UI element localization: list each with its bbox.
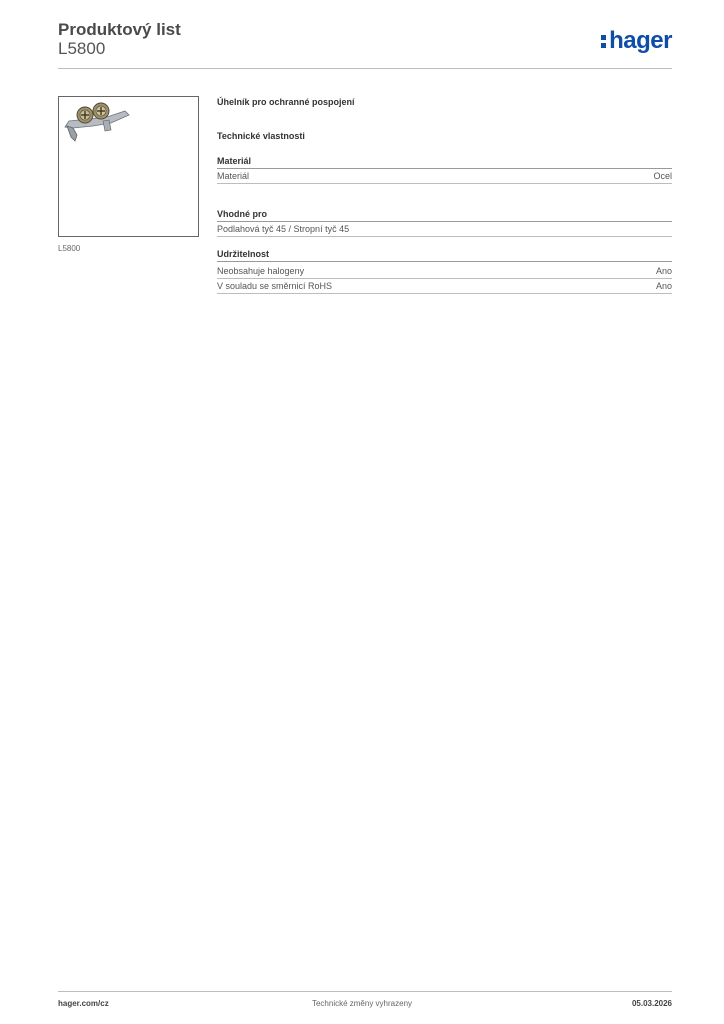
hager-logo[interactable] <box>601 29 672 53</box>
logo-mark-icon <box>601 35 606 48</box>
header-divider <box>58 68 672 69</box>
product-code: L5800 <box>58 39 106 58</box>
product-image-frame <box>58 96 199 237</box>
section-title-sustainability: Udržitelnost <box>217 249 672 262</box>
table-row <box>217 222 672 237</box>
table-row <box>217 264 672 279</box>
product-photo-icon <box>59 97 198 236</box>
row-label: Neobsahuje halogeny <box>217 266 305 276</box>
table-row <box>217 279 672 294</box>
section-title-material: Materiál <box>217 156 672 169</box>
footer-website-link[interactable]: hager.com/cz <box>58 999 109 1008</box>
footer-date: 05.03.2026 <box>631 999 672 1008</box>
technical-properties-heading: Technické vlastnosti <box>217 131 305 141</box>
row-label: V souladu se směrnicí RoHS <box>217 281 333 291</box>
footer-divider <box>58 991 672 992</box>
footer-disclaimer: Technické změny vyhrazeny <box>311 999 413 1008</box>
logo-text: hager <box>609 27 672 54</box>
row-label: Materiál <box>217 171 250 181</box>
section-title-suitable-for: Vhodné pro <box>217 209 672 222</box>
product-caption: L5800 <box>58 244 81 253</box>
table-row <box>217 169 672 184</box>
row-label: Podlahová tyč 45 / Stropní tyč 45 <box>217 224 350 234</box>
page-title: Produktový list <box>58 20 181 39</box>
product-name: Úhelník pro ochranné pospojení <box>217 97 355 107</box>
row-value: Ano <box>655 266 672 276</box>
row-value: Ocel <box>653 171 672 181</box>
row-value: Ano <box>655 281 672 291</box>
